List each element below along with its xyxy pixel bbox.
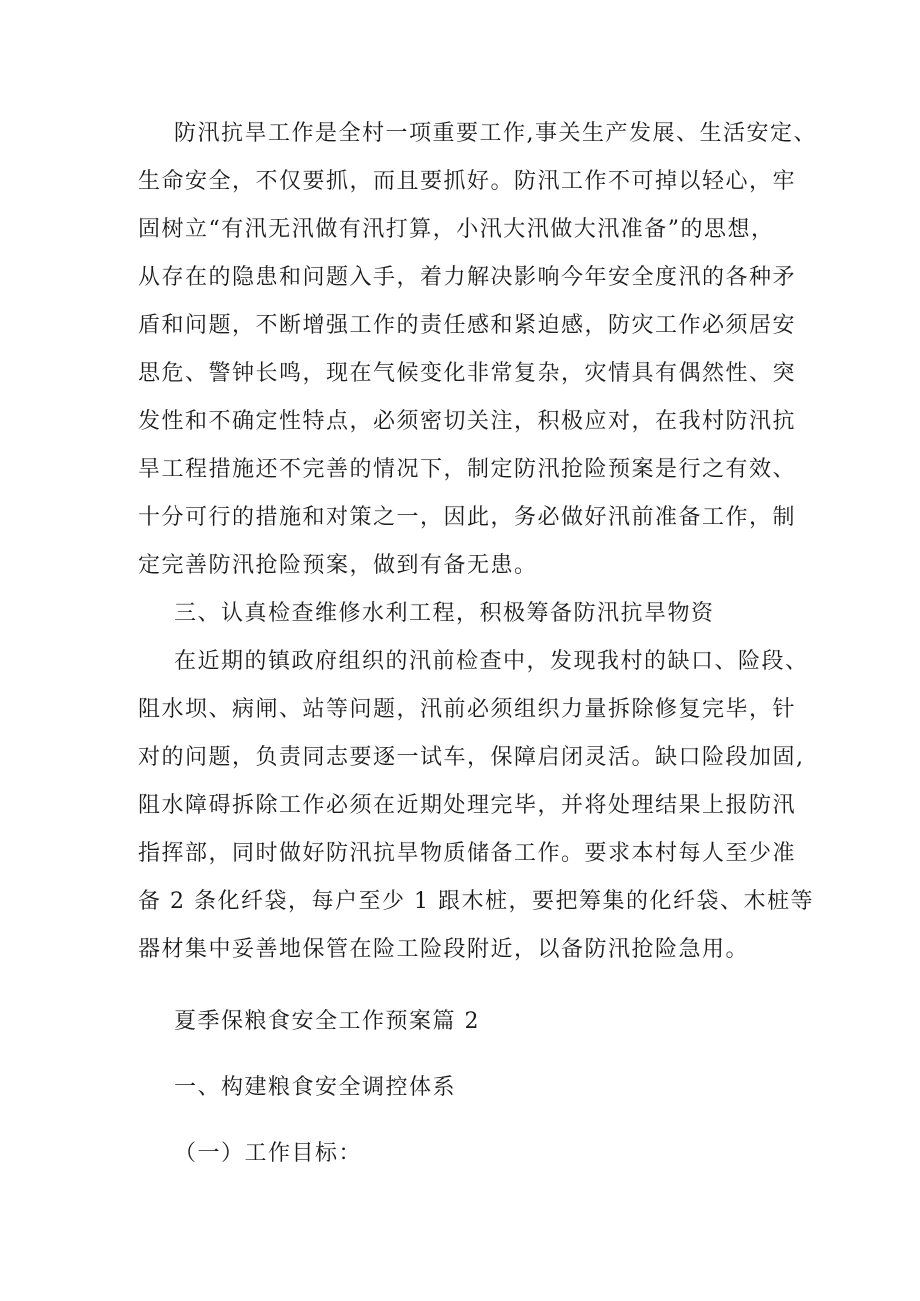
paragraph-2-line-1: 在近期的镇政府组织的汛前检查中，发现我村的缺口、险段、 <box>174 649 809 674</box>
paragraph-1-line-1: 防汛抗旱工作是全村一项重要工作,事关生产发展、生活安定、 <box>174 121 817 146</box>
section-1-heading: 一、构建粮食安全调控体系 <box>174 1075 457 1100</box>
paragraph-2-line-7: 器材集中妥善地保管在险工险段附近，以备防汛抢险急用。 <box>138 937 750 962</box>
paragraph-1-line-4: 从存在的隐患和问题入手，着力解决影响今年安全度汛的各种矛 <box>138 265 797 290</box>
paragraph-1-line-5: 盾和问题，不断增强工作的责任感和紧迫感，防灾工作必须居安 <box>138 313 797 338</box>
paragraph-2-line-2: 阻水坝、病闸、站等问题，汛前必须组织力量拆除修复完毕，针 <box>138 697 797 722</box>
paragraph-1-line-3: 固树立“有汛无汛做有汛打算，小汛大汛做大汛准备”的思想， <box>138 217 775 242</box>
paragraph-1-line-7: 发性和不确定性特点，必须密切关注，积极应对，在我村防汛抗 <box>138 409 797 434</box>
paragraph-1-line-9: 十分可行的措施和对策之一，因此，务必做好汛前准备工作，制 <box>138 505 797 530</box>
paragraph-1-line-10: 定完善防汛抢险预案，做到有备无患。 <box>138 553 538 578</box>
paragraph-2-line-3: 对的问题，负责同志要逐一试车，保障启闭灵活。缺口险段加固, <box>138 745 805 770</box>
paragraph-1-line-6: 思危、警钟长鸣，现在气候变化非常复杂，灾情具有偶然性、突 <box>138 361 797 386</box>
paragraph-2-line-5: 指挥部，同时做好防汛抗旱物质储备工作。要求本村每人至少准 <box>138 841 797 866</box>
subsection-1-heading: （一）工作目标： <box>174 1141 363 1166</box>
paragraph-2-line-6: 备 2 条化纤袋，每户至少 1 跟木桩，要把筹集的化纤袋、木桩等 <box>138 889 814 914</box>
section-3-heading: 三、认真检查维修水利工程，积极筹备防汛抗旱物资 <box>174 601 715 626</box>
paragraph-2-line-4: 阻水障碍拆除工作必须在近期处理完毕，并将处理结果上报防汛 <box>138 793 797 818</box>
paragraph-1-line-8: 旱工程措施还不完善的情况下，制定防汛抢险预案是行之有效、 <box>138 457 797 482</box>
article-2-title: 夏季保粮食安全工作预案篇 2 <box>174 1009 480 1034</box>
paragraph-1-line-2: 生命安全，不仅要抓，而且要抓好。防汛工作不可掉以轻心，牢 <box>138 169 797 194</box>
